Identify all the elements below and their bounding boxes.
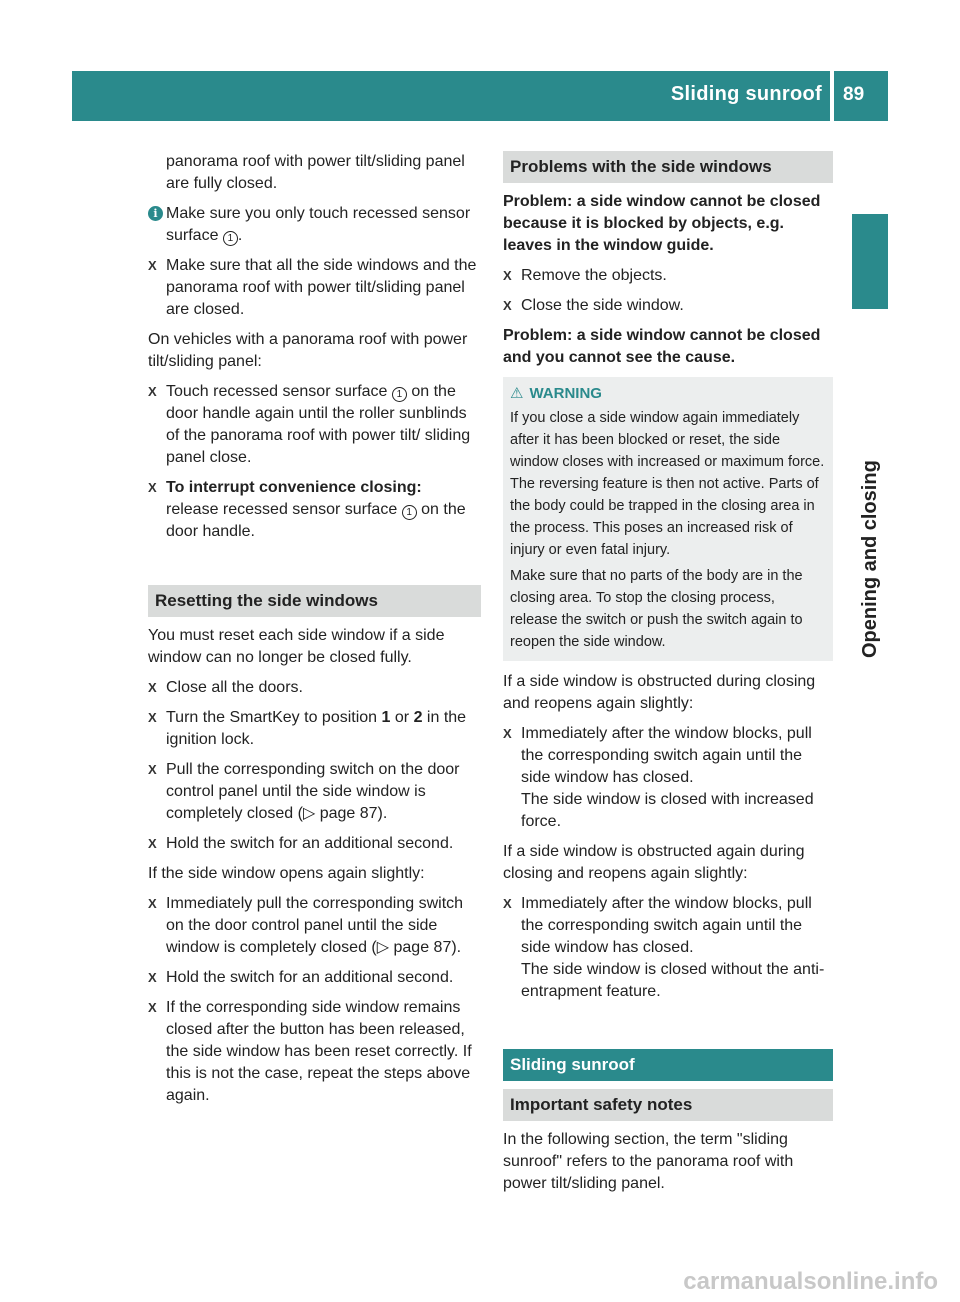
section-heading: Problems with the side windows: [503, 151, 833, 183]
list-item: [148, 677, 481, 699]
step-arrow-icon: X: [148, 836, 157, 851]
paragraph: On vehicles with a panorama roof with power tilt/sliding panel:: [148, 331, 468, 370]
step-arrow-icon: X: [148, 970, 157, 985]
right-column: [503, 151, 833, 1203]
step-text: in the ignition lock.: [166, 709, 467, 748]
step-arrow-icon: X: [148, 384, 157, 399]
chapter-label: [852, 318, 888, 658]
step-text: release recessed sensor surface: [166, 501, 398, 518]
list-item: [503, 723, 833, 833]
page-number: 89: [843, 84, 865, 105]
step-text: Immediately pull the corresponding switch on the door control panel until the side window is completely closed (▷ page 87).: [166, 895, 464, 956]
chapter-label-text: Opening and closing: [859, 460, 881, 658]
list-item: [148, 477, 481, 543]
list-item: [148, 707, 481, 751]
warning-title: [510, 383, 826, 405]
step-text: Pull the corresponding switch on the door control panel until the side window is completely closed (▷ page 87).: [166, 761, 460, 822]
step-arrow-icon: X: [148, 896, 157, 911]
paragraph: In the following section, the term "sliding sunroof" refers to the panorama roof with power tilt/sliding panel.: [503, 1131, 794, 1192]
info-text-end: .: [237, 227, 243, 244]
step-arrow-icon: X: [148, 480, 157, 495]
step-text: Hold the switch for an additional second.: [166, 835, 454, 852]
step-arrow-icon: X: [148, 710, 157, 725]
step-text: Hold the switch for an additional second.: [166, 969, 454, 986]
step-text: If the corresponding side window remains closed after the button has been released, the side window has been reset correctly. If this is not the case, repeat the steps above again.: [166, 999, 472, 1104]
step-arrow-icon: X: [503, 298, 512, 313]
list-item: [148, 255, 481, 321]
header-separator: [830, 71, 834, 121]
list-item: [148, 997, 481, 1107]
sensor-surface-number-icon: 1: [223, 231, 238, 246]
list-item: [503, 265, 833, 287]
step-text: on the door handle.: [166, 501, 466, 540]
problem-statement: Problem: a side window cannot be closed because it is blocked by objects, e.g. leaves in the window guide.: [503, 193, 821, 254]
paragraph: If the side window opens again slightly:: [148, 865, 425, 882]
problem-statement: Problem: a side window cannot be closed and you cannot see the cause.: [503, 327, 821, 366]
info-note: [148, 203, 481, 247]
warning-title-text: WARNING: [529, 385, 602, 402]
step-text: on the door handle again until the roller sunblinds of the panorama roof with power tilt/ sliding panel close.: [166, 383, 471, 466]
section-heading: Important safety notes: [503, 1089, 833, 1121]
paragraph: You must reset each side window if a side window can no longer be closed fully.: [148, 627, 445, 666]
step-text: or: [394, 709, 410, 726]
step-arrow-icon: X: [148, 680, 157, 695]
list-item: [503, 295, 833, 317]
warning-box: [503, 377, 833, 661]
step-text: Turn the SmartKey to position: [166, 709, 378, 726]
header-bar: [72, 71, 888, 121]
sensor-surface-number-icon: 1: [392, 387, 407, 402]
step-arrow-icon: X: [148, 1000, 157, 1015]
position-value: 2: [413, 709, 423, 726]
step-text: Remove the objects.: [521, 267, 667, 284]
section-heading: Resetting the side windows: [148, 585, 481, 617]
step-text: Make sure that all the side windows and the panorama roof with power tilt/sliding panel are closed.: [166, 257, 477, 318]
step-text: Touch recessed sensor surface: [166, 383, 388, 400]
step-arrow-icon: X: [503, 726, 512, 741]
step-text: Close the side window.: [521, 297, 684, 314]
step-arrow-icon: X: [148, 762, 157, 777]
list-item: [148, 759, 481, 825]
list-item: [148, 833, 481, 855]
page-title: Sliding sunroof: [670, 83, 822, 105]
chapter-heading: Sliding sunroof: [503, 1049, 833, 1081]
step-text: Close all the doors.: [166, 679, 303, 696]
continued-text: panorama roof with power tilt/sliding panel are fully closed.: [166, 153, 465, 192]
spacer: [148, 551, 481, 585]
paragraph: If a side window is obstructed again during closing and reopens again slightly:: [503, 843, 805, 882]
warning-text: If you close a side window again immediately after it has been blocked or reset, the side window closes with increased or maximum force. The reversing feature is then not active. Parts of the body could be trapped in the closing area in the process. This poses an increased risk of injury or even fatal injury.: [510, 410, 825, 558]
sensor-surface-number-icon: 1: [402, 505, 417, 520]
position-value: 1: [381, 709, 391, 726]
step-text: Immediately after the window blocks, pull the corresponding switch again until the side window has closed.: [521, 895, 812, 956]
left-column: [148, 151, 481, 1115]
step-arrow-icon: X: [503, 896, 512, 911]
info-icon: i: [148, 206, 163, 221]
list-item: [148, 381, 481, 469]
step-result: The side window is closed without the anti-entrapment feature.: [521, 961, 825, 1000]
watermark: carmanualsonline.info: [683, 1268, 938, 1295]
step-bold-text: To interrupt convenience closing:: [166, 479, 422, 496]
warning-icon: ⚠: [510, 385, 524, 402]
spacer: [503, 1011, 833, 1049]
info-text: Make sure you only touch recessed sensor surface: [166, 205, 471, 244]
step-text: Immediately after the window blocks, pull the corresponding switch again until the side window has closed.: [521, 725, 812, 786]
chapter-tab-marker: [852, 214, 888, 309]
list-item: [148, 893, 481, 959]
step-result: The side window is closed with increased force.: [521, 791, 814, 830]
step-arrow-icon: X: [503, 268, 512, 283]
step-arrow-icon: X: [148, 258, 157, 273]
warning-text: Make sure that no parts of the body are in the closing area. To stop the closing process, release the switch or push the switch again to reopen the side window.: [510, 568, 803, 650]
paragraph: If a side window is obstructed during closing and reopens again slightly:: [503, 673, 816, 712]
list-item: [148, 967, 481, 989]
list-item: [503, 893, 833, 1003]
